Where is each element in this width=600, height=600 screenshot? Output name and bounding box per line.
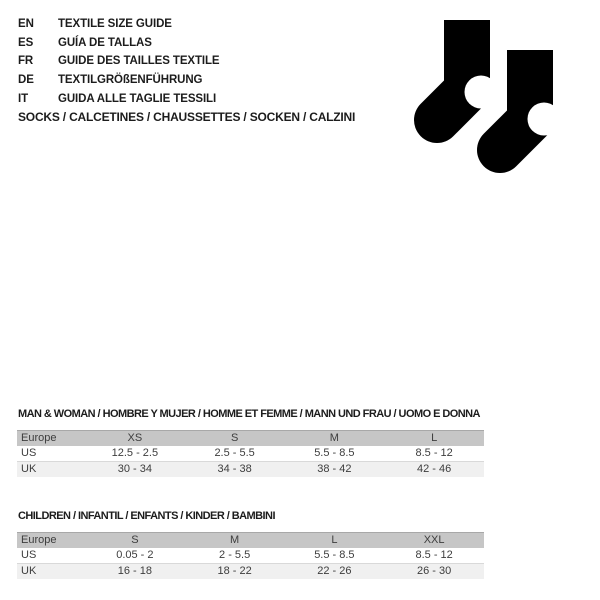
table-title: MAN & WOMAN / HOMBRE Y MUJER / HOMME ET FEMME / MANN UND FRAU / UOMO E DONNA bbox=[18, 408, 480, 420]
sock-back bbox=[437, 20, 498, 120]
region-label: UK bbox=[21, 565, 37, 577]
table-title: CHILDREN / INFANTIL / ENFANTS / KINDER / BAMBINI bbox=[18, 510, 275, 522]
size-value: 38 - 42 bbox=[317, 463, 352, 475]
size-value: 34 - 38 bbox=[217, 463, 252, 475]
size-value: 12.5 - 2.5 bbox=[111, 447, 159, 459]
socks-icon bbox=[404, 12, 569, 182]
sock-back-heel-notch bbox=[465, 76, 498, 109]
column-header: M bbox=[329, 432, 339, 444]
size-value: 30 - 34 bbox=[117, 463, 152, 475]
column-header: S bbox=[131, 534, 139, 546]
size-value: 26 - 30 bbox=[417, 565, 452, 577]
table-header-row bbox=[17, 533, 484, 549]
column-header: L bbox=[431, 432, 438, 444]
table-row bbox=[17, 548, 484, 564]
language-label: TEXTILE SIZE GUIDE bbox=[58, 18, 172, 31]
size-value: 22 - 26 bbox=[317, 565, 352, 577]
language-label: GUIDA ALLE TAGLIE TESSILI bbox=[58, 92, 217, 105]
size-value: 16 - 18 bbox=[117, 565, 152, 577]
table-row bbox=[17, 446, 484, 462]
language-code: EN bbox=[18, 18, 34, 31]
language-label: TEXTILGRÖßENFÜHRUNG bbox=[58, 74, 203, 87]
table-header-row bbox=[17, 431, 484, 447]
language-row bbox=[18, 15, 220, 34]
column-header: L bbox=[331, 534, 338, 546]
region-label: US bbox=[21, 549, 37, 561]
size-table-children bbox=[17, 532, 484, 579]
language-code: IT bbox=[18, 92, 29, 105]
column-header: M bbox=[230, 534, 240, 546]
size-value: 5.5 - 8.5 bbox=[314, 549, 355, 561]
language-label: GUIDE DES TAILLES TEXTILE bbox=[58, 55, 220, 68]
size-value: 2 - 5.5 bbox=[219, 549, 251, 561]
language-code: ES bbox=[18, 36, 34, 49]
size-table-man-woman bbox=[17, 430, 484, 477]
language-row bbox=[18, 34, 220, 53]
size-table-block-children bbox=[17, 510, 484, 579]
size-table-block-man-woman bbox=[17, 408, 484, 477]
region-label: UK bbox=[21, 463, 37, 475]
size-value: 42 - 46 bbox=[417, 463, 452, 475]
column-header: XS bbox=[127, 432, 143, 444]
product-category-line: SOCKS / CALCETINES / CHAUSSETTES / SOCKEN / CALZINI bbox=[18, 110, 356, 124]
column-header: Europe bbox=[21, 534, 57, 546]
sock-front bbox=[500, 43, 561, 150]
language-label: GUÍA DE TALLAS bbox=[58, 36, 152, 49]
size-value: 8.5 - 12 bbox=[415, 447, 453, 459]
size-value: 18 - 22 bbox=[217, 565, 252, 577]
table-row bbox=[17, 564, 484, 580]
language-code: FR bbox=[18, 55, 34, 68]
sock-front-heel-notch bbox=[528, 103, 561, 136]
language-row bbox=[18, 89, 220, 108]
size-value: 0.05 - 2 bbox=[116, 549, 154, 561]
language-row bbox=[18, 52, 220, 71]
size-value: 2.5 - 5.5 bbox=[214, 447, 255, 459]
language-code: DE bbox=[18, 74, 34, 87]
language-row bbox=[18, 71, 220, 90]
size-value: 8.5 - 12 bbox=[415, 549, 453, 561]
table-row bbox=[17, 462, 484, 478]
language-list bbox=[18, 15, 220, 108]
column-header: XXL bbox=[423, 534, 445, 546]
region-label: US bbox=[21, 447, 37, 459]
size-value: 5.5 - 8.5 bbox=[314, 447, 355, 459]
column-header: S bbox=[230, 432, 239, 444]
column-header: Europe bbox=[21, 432, 57, 444]
